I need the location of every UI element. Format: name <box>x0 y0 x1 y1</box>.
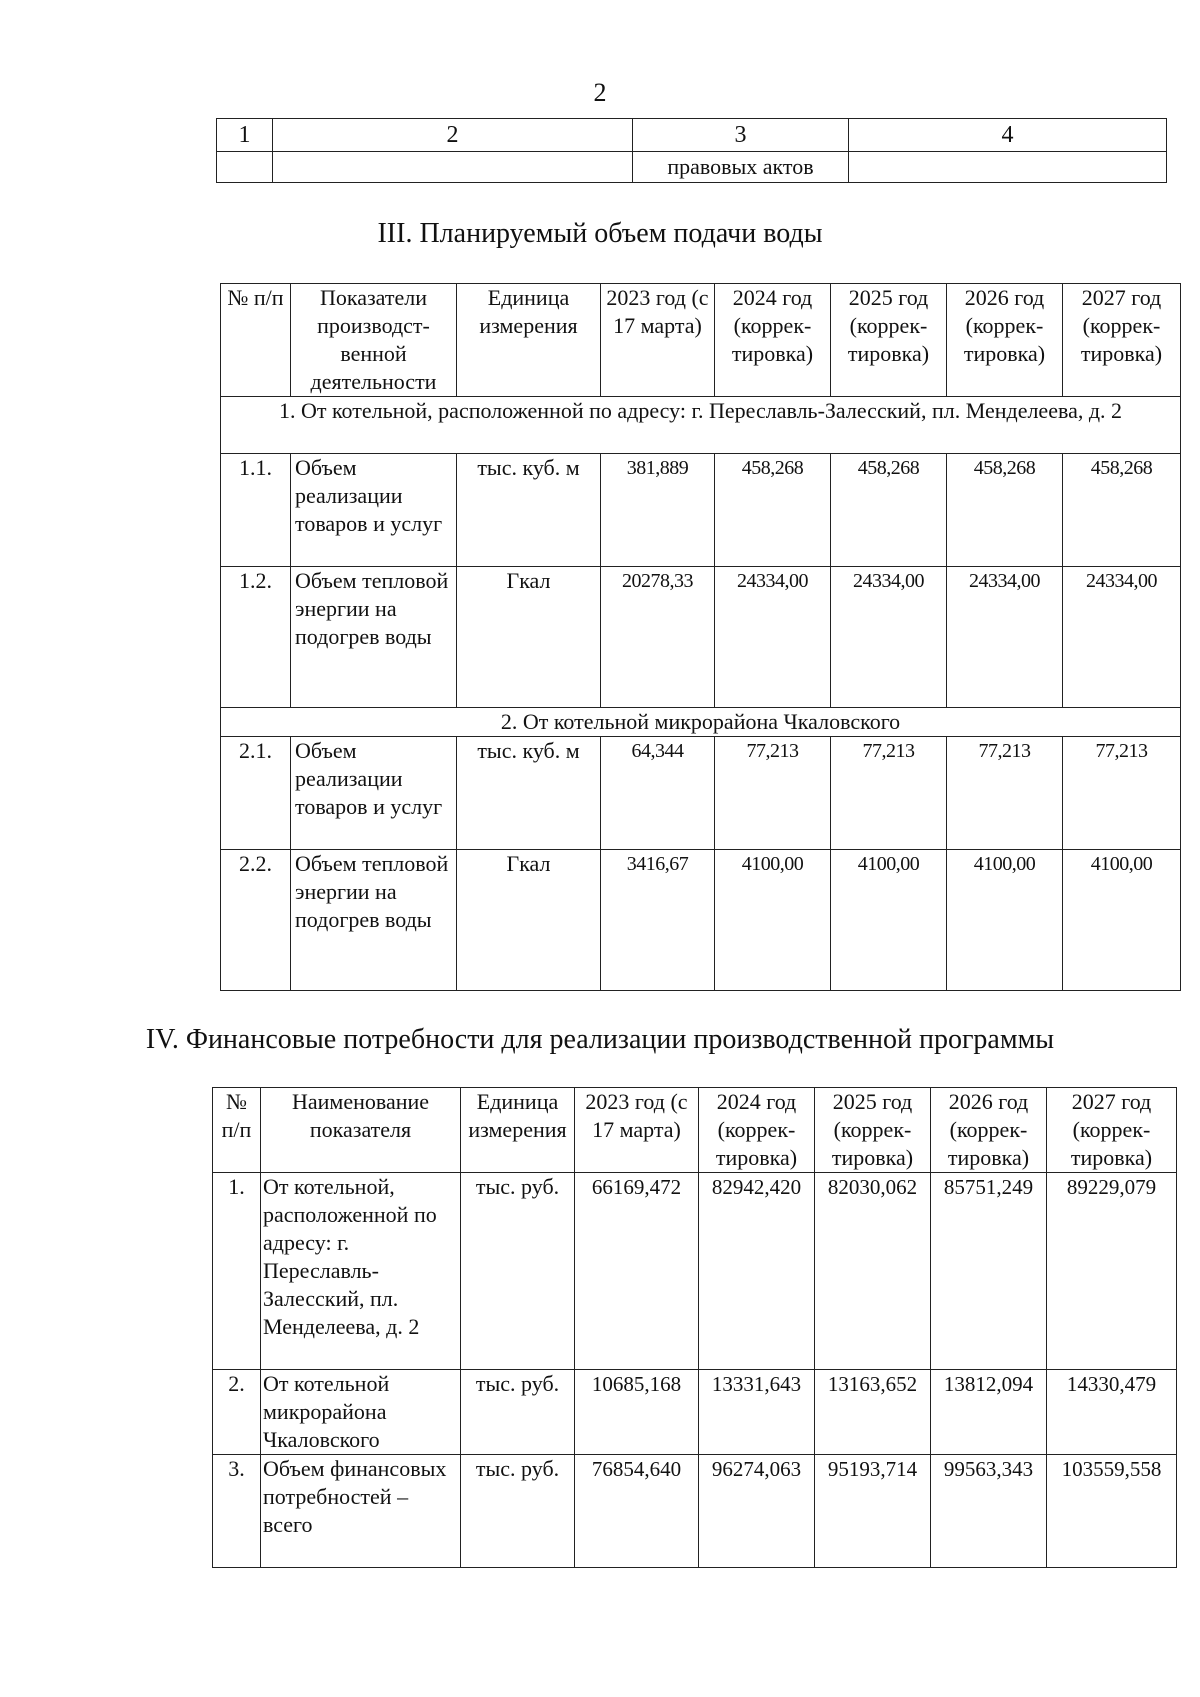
indicator-name: Объем реализации товаров и услуг <box>291 737 457 850</box>
col-header: № п/п <box>221 284 291 397</box>
value-2025: 458,268 <box>831 454 947 567</box>
table-group-row <box>221 708 1181 737</box>
value-2023: 66169,472 <box>575 1173 699 1370</box>
section-4-title: IV. Финансовые потребности для реализации производственной программы <box>145 1024 1055 1055</box>
value-2025: 13163,652 <box>815 1370 931 1455</box>
table-row <box>217 119 1167 152</box>
col-header: 1 <box>217 119 273 152</box>
unit: Гкал <box>457 850 601 991</box>
value-2027: 458,268 <box>1063 454 1181 567</box>
unit: тыс. куб. м <box>457 454 601 567</box>
unit: тыс. руб. <box>461 1370 575 1455</box>
table-cell <box>273 152 633 183</box>
indicator-name: От котельной, расположенной по адресу: г. Переславль-Залесский, пл. Менделеева, д. 2 <box>261 1173 461 1370</box>
value-2027: 103559,558 <box>1047 1455 1177 1568</box>
indicator-name: Объем финансовых потребностей – всего <box>261 1455 461 1568</box>
row-number: 1.2. <box>221 567 291 708</box>
col-header: Единица измерения <box>457 284 601 397</box>
col-header: 2026 год (коррек-тировка) <box>931 1088 1047 1173</box>
value-2024: 24334,00 <box>715 567 831 708</box>
page-number: 2 <box>593 78 607 107</box>
unit: Гкал <box>457 567 601 708</box>
table-row <box>221 850 1181 991</box>
indicator-name: Объем тепловой энергии на подогрев воды <box>291 567 457 708</box>
value-2024: 458,268 <box>715 454 831 567</box>
value-2025: 24334,00 <box>831 567 947 708</box>
indicator-name: От котельной микрорайона Чкаловского <box>261 1370 461 1455</box>
group-heading: 2. От котельной микрорайона Чкаловского <box>221 708 1181 737</box>
table-cell <box>849 152 1167 183</box>
col-header: 2 <box>273 119 633 152</box>
table-header-row <box>213 1088 1177 1173</box>
col-header: Показатели производст-венной деятельности <box>291 284 457 397</box>
table-row <box>213 1173 1177 1370</box>
table-row <box>213 1455 1177 1568</box>
col-header: 2026 год (коррек-тировка) <box>947 284 1063 397</box>
table-header-row <box>221 284 1181 397</box>
section-3-title: III. Планируемый объем подачи воды <box>377 218 823 249</box>
table-cell <box>217 152 273 183</box>
col-header: 2025 год (коррек-тировка) <box>815 1088 931 1173</box>
value-2023: 76854,640 <box>575 1455 699 1568</box>
col-header: № п/п <box>213 1088 261 1173</box>
value-2023: 20278,33 <box>601 567 715 708</box>
value-2024: 13331,643 <box>699 1370 815 1455</box>
value-2026: 4100,00 <box>947 850 1063 991</box>
value-2023: 3416,67 <box>601 850 715 991</box>
table-cell: правовых актов <box>633 152 849 183</box>
table-row <box>221 737 1181 850</box>
table-row <box>221 567 1181 708</box>
table-row <box>213 1370 1177 1455</box>
row-number: 2.1. <box>221 737 291 850</box>
value-2024: 96274,063 <box>699 1455 815 1568</box>
value-2027: 14330,479 <box>1047 1370 1177 1455</box>
table-row <box>217 152 1167 183</box>
col-header: 2024 год (коррек-тировка) <box>699 1088 815 1173</box>
value-2024: 82942,420 <box>699 1173 815 1370</box>
col-header: Единица измерения <box>461 1088 575 1173</box>
table-row <box>221 454 1181 567</box>
unit: тыс. куб. м <box>457 737 601 850</box>
value-2024: 77,213 <box>715 737 831 850</box>
value-2026: 458,268 <box>947 454 1063 567</box>
unit: тыс. руб. <box>461 1173 575 1370</box>
water-volume-table <box>220 283 1181 991</box>
col-header: 2025 год (коррек-тировка) <box>831 284 947 397</box>
value-2026: 24334,00 <box>947 567 1063 708</box>
group-heading: 1. От котельной, расположенной по адресу: г. Переславль-Залесский, пл. Менделеева, д. 2 <box>221 397 1181 454</box>
row-number: 1. <box>213 1173 261 1370</box>
value-2025: 82030,062 <box>815 1173 931 1370</box>
value-2026: 13812,094 <box>931 1370 1047 1455</box>
value-2026: 77,213 <box>947 737 1063 850</box>
row-number: 2.2. <box>221 850 291 991</box>
value-2027: 4100,00 <box>1063 850 1181 991</box>
unit: тыс. руб. <box>461 1455 575 1568</box>
value-2027: 24334,00 <box>1063 567 1181 708</box>
value-2027: 89229,079 <box>1047 1173 1177 1370</box>
col-header: 4 <box>849 119 1167 152</box>
indicator-name: Объем реализации товаров и услуг <box>291 454 457 567</box>
col-header: Наименование показателя <box>261 1088 461 1173</box>
row-number: 1.1. <box>221 454 291 567</box>
continuation-table <box>216 118 1167 183</box>
col-header: 2027 год (коррек-тировка) <box>1047 1088 1177 1173</box>
col-header: 2023 год (с 17 марта) <box>575 1088 699 1173</box>
value-2024: 4100,00 <box>715 850 831 991</box>
value-2025: 95193,714 <box>815 1455 931 1568</box>
col-header: 2023 год (с 17 марта) <box>601 284 715 397</box>
value-2025: 4100,00 <box>831 850 947 991</box>
value-2023: 381,889 <box>601 454 715 567</box>
value-2023: 10685,168 <box>575 1370 699 1455</box>
value-2026: 99563,343 <box>931 1455 1047 1568</box>
table-group-row <box>221 397 1181 454</box>
row-number: 3. <box>213 1455 261 1568</box>
col-header: 2024 год (коррек-тировка) <box>715 284 831 397</box>
row-number: 2. <box>213 1370 261 1455</box>
value-2025: 77,213 <box>831 737 947 850</box>
col-header: 2027 год (коррек-тировка) <box>1063 284 1181 397</box>
financial-needs-table <box>212 1087 1177 1568</box>
col-header: 3 <box>633 119 849 152</box>
indicator-name: Объем тепловой энергии на подогрев воды <box>291 850 457 991</box>
value-2023: 64,344 <box>601 737 715 850</box>
value-2026: 85751,249 <box>931 1173 1047 1370</box>
value-2027: 77,213 <box>1063 737 1181 850</box>
